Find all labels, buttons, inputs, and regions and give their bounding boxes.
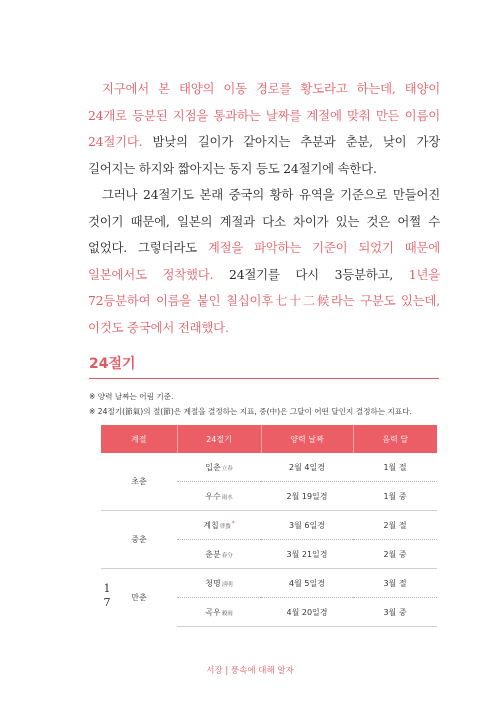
table-row [101, 453, 437, 482]
body-paragraph-1 [88, 76, 440, 182]
term-name: 계칩 [203, 520, 219, 530]
section-title: 24절기 [89, 356, 136, 372]
table-header [101, 425, 437, 453]
note-line: ※ 24절기(節氣)의 절(節)은 계절을 결정하는 지표, 중(中)은 그달이 어떤 달인지 결정하는 지표다. [89, 407, 412, 416]
table-body [101, 453, 437, 627]
term-cell [177, 511, 261, 540]
body-paragraph-2 [88, 182, 440, 341]
term-cell [177, 540, 261, 569]
lunar-month-cell: 3월 중 [353, 598, 437, 627]
solar-date-cell: 2월 4일경 [261, 453, 353, 482]
solar-terms-table [101, 425, 437, 627]
lunar-month-cell: 3월 절 [353, 569, 437, 598]
season-cell: 초춘 [131, 477, 147, 486]
term-hanja: 春分 [221, 552, 233, 559]
column-header: 24절기 [177, 425, 261, 453]
term-name: 우수 [205, 491, 221, 501]
lunar-month-cell: 1월 중 [353, 482, 437, 511]
solar-date-cell: 4월 20일경 [261, 598, 353, 627]
term-hanja: 立春 [221, 465, 233, 472]
table-row [101, 569, 437, 598]
body-text: 밤낮의 길이가 같아지는 추분과 춘분, 낮이 가장 길어지는 하지와 짧아지는 동지 등도 24절기에 속한다. [88, 134, 440, 176]
term-name: 청명 [205, 578, 221, 588]
solar-date-cell: 2월 19일경 [261, 482, 353, 511]
table-notes [89, 389, 412, 419]
term-cell [177, 453, 261, 482]
highlighted-text: 계절을 파악하는 기준이 되었기 때문에 일본에서도 정착했다. [88, 240, 440, 282]
season-cell: 만춘 [101, 569, 177, 627]
solar-date-cell: 4월 5일경 [261, 569, 353, 598]
table-row [101, 511, 437, 540]
body-text: 그러나 24절기도 본래 중국의 황하 유역을 기준으로 만들어진 것이기 때문에, 일본의 계절과 다소 차이가 있는 것은 어쩔 수 없었다. 그렇더라도 [88, 187, 440, 256]
solar-date-cell: 3월 21일경 [261, 540, 353, 569]
running-footer: 서장 | 풍속에 대해 알자 [206, 666, 294, 676]
note-line: ※ 양력 날짜는 어림 기준. [89, 392, 174, 401]
page-number [100, 582, 114, 610]
lunar-month-cell: 2월 중 [353, 540, 437, 569]
page-number-digit: 7 [103, 596, 111, 609]
lunar-month-cell: 1월 절 [353, 453, 437, 482]
column-header: 계절 [101, 425, 177, 453]
season-cell: 중춘 [101, 511, 177, 569]
highlighted-text: 1년을 72등분하여 이름을 붙인 칠십이후七十二候라는 구분도 있는데, 이것도 중국에서 전래했다. [88, 266, 440, 335]
term-hanja: 啓蟄 [219, 523, 231, 530]
footnote-mark: * [231, 519, 235, 527]
body-text: 24절기를 다시 3등분하고, [213, 266, 409, 282]
term-hanja: 雨水 [221, 494, 233, 501]
term-name: 춘분 [205, 549, 221, 559]
term-hanja: 淸明 [221, 581, 233, 588]
term-name: 곡우 [205, 607, 221, 617]
lunar-month-cell: 2월 절 [353, 511, 437, 540]
column-header: 음력 달 [353, 425, 437, 453]
term-cell [177, 569, 261, 598]
term-cell [177, 482, 261, 511]
section-divider [89, 378, 439, 379]
term-name: 입춘 [205, 462, 221, 472]
highlighted-text: 지구에서 본 태양의 이동 경로를 황도라고 하는데, 태양이 24개로 등분된 지점을 통과하는 날짜를 계절에 맞춰 만든 이름이 24절기다. [88, 81, 440, 150]
term-cell [177, 598, 261, 627]
term-hanja: 穀雨 [221, 610, 233, 617]
page-number-digit: 1 [103, 582, 111, 595]
column-header: 양력 날짜 [261, 425, 353, 453]
solar-date-cell: 3월 6일경 [261, 511, 353, 540]
